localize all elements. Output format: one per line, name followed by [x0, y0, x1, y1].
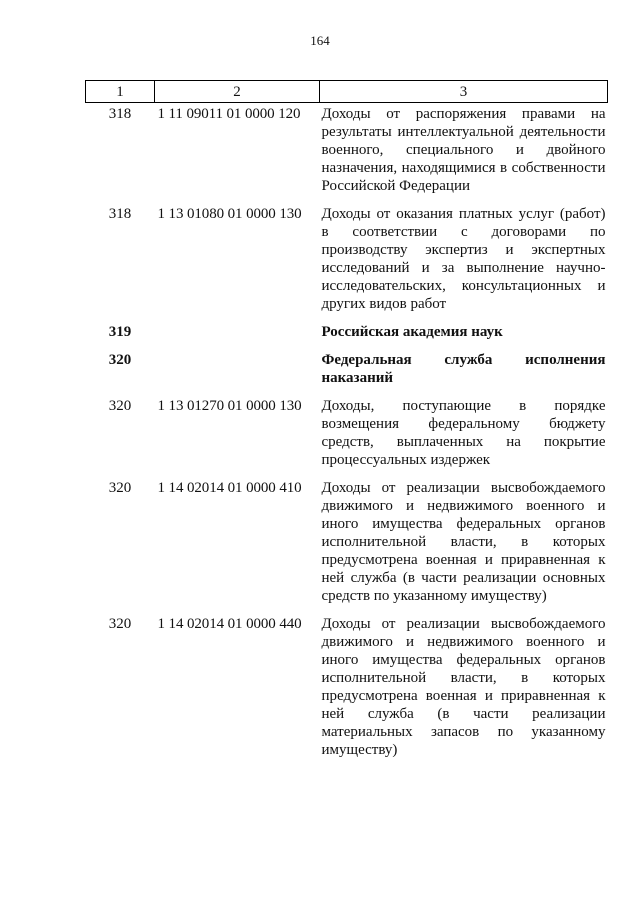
income-code-cell: [155, 323, 320, 351]
admin-code-cell: 320: [108, 480, 132, 496]
description-cell: Российская академия наук: [321, 324, 503, 340]
income-code-cell: 1 13 01270 01 0000 130: [157, 398, 302, 414]
admin-code-cell: 320: [108, 398, 132, 414]
admin-code-cell: 320: [108, 616, 132, 632]
admin-code-cell: 318: [108, 106, 132, 122]
income-code-cell: 1 11 09011 01 0000 120: [157, 106, 301, 122]
description-cell: Доходы от реализации высвобождаемого движимого и недвижимого военного и иного имущества федеральных органов исполнительной власти, в которых предусмотрена военная и приравненная к ней служба (в части реализации материальных запасов по указанному имуществу): [321, 616, 606, 758]
income-code-cell: 1 14 02014 01 0000 410: [157, 480, 302, 496]
admin-code-cell: 319: [108, 324, 132, 340]
admin-code-cell: 320: [108, 352, 132, 368]
income-code-cell: [155, 351, 320, 397]
description-cell: Доходы, поступающие в порядке возмещения федеральному бюджету средств, выплаченных на покрытие процессуальных издержек: [321, 398, 606, 468]
table-header: [86, 81, 608, 103]
header-col-2: 2: [155, 81, 320, 103]
table-row: [86, 205, 608, 323]
table-row: [86, 479, 608, 615]
table-row: [86, 103, 608, 206]
income-codes-table: [85, 80, 608, 769]
table-row: [86, 351, 608, 397]
header-col-1: 1: [86, 81, 155, 103]
description-cell: Доходы от оказания платных услуг (работ) в соответствии с договорами по производству экспертиз и экспертных исследований и за выполнение научно-исследовательских, консультационных и других видов работ: [321, 206, 606, 312]
income-code-cell: 1 13 01080 01 0000 130: [157, 206, 302, 222]
description-cell: Доходы от реализации высвобождаемого движимого и недвижимого военного и иного имущества федеральных органов исполнительной власти, в которых предусмотрена военная и приравненная к ней служба (в части реализации основных средств по указанному имуществу): [321, 480, 606, 604]
description-cell: Федеральная служба исполнения наказаний: [321, 352, 606, 386]
table-row: [86, 397, 608, 479]
page-number: 164: [310, 33, 330, 48]
header-col-3: 3: [320, 81, 608, 103]
admin-code-cell: 318: [108, 206, 132, 222]
table-row: [86, 323, 608, 351]
description-cell: Доходы от распоряжения правами на результаты интеллектуальной деятельности военного, специального и двойного назначения, находящимися в собственности Российской Федерации: [321, 106, 606, 194]
table-row: [86, 615, 608, 769]
income-code-cell: 1 14 02014 01 0000 440: [157, 616, 302, 632]
